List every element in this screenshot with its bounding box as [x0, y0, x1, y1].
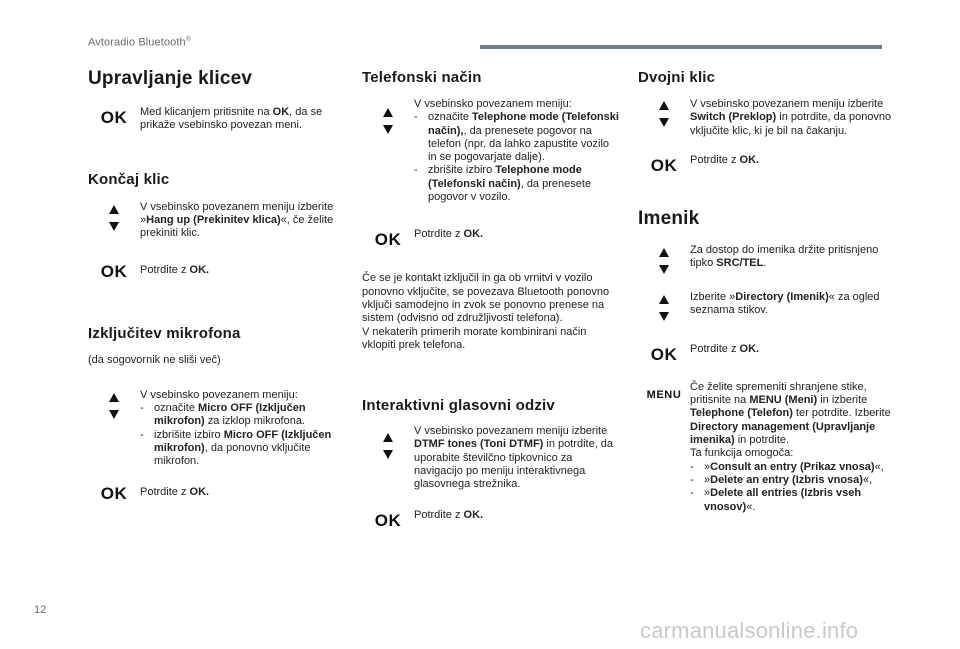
ok-button-symbol: OK [374, 230, 402, 250]
item-switch [638, 98, 894, 138]
item-confirm [88, 482, 344, 504]
item-text: Med klicanjem pritisnite na OK, da se prikaže vsebinsko povezan meni. [140, 106, 323, 132]
ok-button-symbol: OK [100, 483, 128, 503]
watermark: carmanualsonline.info [640, 618, 859, 643]
item-text: Potrdite z OK. [140, 485, 210, 498]
item-text: Potrdite z OK. [690, 342, 760, 355]
item-menu-management [638, 381, 894, 514]
item-confirm [638, 154, 894, 176]
up-down-arrows-icon [109, 205, 119, 231]
header-rule [480, 45, 882, 49]
mikrofon-note: (da sogovornik ne sliši več) [88, 354, 221, 367]
running-header: Avtoradio Bluetooth® [88, 36, 191, 49]
item-dtmf [362, 425, 620, 491]
ok-button-symbol: OK [374, 510, 402, 530]
item-text: V vsebinsko povezanem meniju: - označite Micro OFF (Izključen mikrofon) za izklop mikrofona. - izbrišite izbiro Micro OFF (Izključen mikrofon), da ponovno vključite mikrofon. [140, 388, 332, 468]
menu-button-symbol: MENU [646, 388, 682, 401]
item-src-tel [638, 244, 894, 274]
item-text: V vsebinsko povezanem meniju: - označite Telephone mode (Telefonski način),, da prenesete pogovor na telefon (npr. da lahko zapustite vozilo in se pogovarjate dalje). - zbrišite izbiro Telephone mode (Telefonski način), da prenesete pogovor v vozilo. [414, 98, 619, 204]
item-text: Za dostop do imenika držite pritisnjeno tipko SRC/TEL. [690, 243, 879, 270]
item-ok-menu [88, 106, 344, 133]
section-title-upravljanje: Upravljanje klicev [88, 68, 253, 89]
item-text: V vsebinsko povezanem meniju izberite »Hang up (Prekinitev klica)«, če želite prekiniti klic. [140, 200, 334, 240]
item-text: Potrdite z OK. [414, 508, 484, 521]
up-down-arrows-icon [383, 108, 393, 134]
item-confirm [88, 260, 344, 282]
item-confirm [362, 228, 620, 250]
column-1 [88, 62, 344, 504]
item-confirm [362, 509, 620, 531]
section-title-mikrofon: Izključitev mikrofona [88, 325, 241, 343]
item-text: Potrdite z OK. [690, 153, 760, 166]
section-title-imenik: Imenik [638, 207, 700, 229]
section-title-telefonski: Telefonski način [362, 69, 482, 86]
up-down-arrows-icon [659, 295, 669, 321]
up-down-arrows-icon [383, 433, 393, 459]
item-text: Potrdite z OK. [140, 264, 210, 277]
section-title-koncaj: Končaj klic [88, 170, 170, 188]
section-title-interaktivni: Interaktivni glasovni odziv [362, 397, 555, 415]
item-micro-off [88, 389, 344, 469]
item-text: Če želite spremeniti shranjene stike, pritisnite na MENU (Meni) in izberite Telephone (Telefon) ter potrdite. Izberite Directory management (Upravljanje imenika) in potrdite. Ta funkcija omogoča: - »Consult an entry (Prikaz vnosa)«, - »Delete an entry (Izbris vnosa)«, - »Delete all entries (Izbris vseh vnosov)«. [690, 380, 891, 513]
ok-button-symbol: OK [100, 262, 128, 282]
item-confirm [638, 343, 894, 365]
column-2 [362, 62, 620, 531]
item-text: V vsebinsko povezanem meniju izberite DTMF tones (Toni DTMF) in potrdite, da uporabite številčno tipkovnico za navigacijo po meniju interaktivnega glasovnega strežnika. [414, 425, 614, 491]
page-number: 12 [34, 604, 47, 616]
section-title-dvojni: Dvojni klic [638, 69, 716, 86]
ok-button-symbol: OK [650, 344, 678, 364]
item-directory [638, 291, 894, 321]
ok-button-symbol: OK [100, 108, 128, 127]
item-text: V vsebinsko povezanem meniju izberite Switch (Preklop) in potrdite, da ponovno vključite klic, ki je bil na čakanju. [690, 98, 892, 137]
column-3 [638, 62, 894, 514]
ok-button-symbol: OK [650, 155, 678, 175]
up-down-arrows-icon [659, 101, 669, 127]
item-text: Izberite »Directory (Imenik)« za ogled seznama stikov. [690, 290, 880, 317]
up-down-arrows-icon [109, 393, 119, 419]
item-telephone-mode [362, 98, 620, 204]
item-text: Potrdite z OK. [414, 228, 484, 241]
telefonski-paragraph: Če se je kontakt izključil in ga ob vrnitvi v vozilo ponovno vključite, se povezava Bluetooth ponovno vključi samodejno in zvok se ponovno prenese na sistem (odvisno od združljivosti telefona). V nekaterih primerih morate kombinirani način vklopiti prek telefona. [362, 272, 610, 351]
item-hangup [88, 201, 344, 241]
up-down-arrows-icon [659, 248, 669, 274]
